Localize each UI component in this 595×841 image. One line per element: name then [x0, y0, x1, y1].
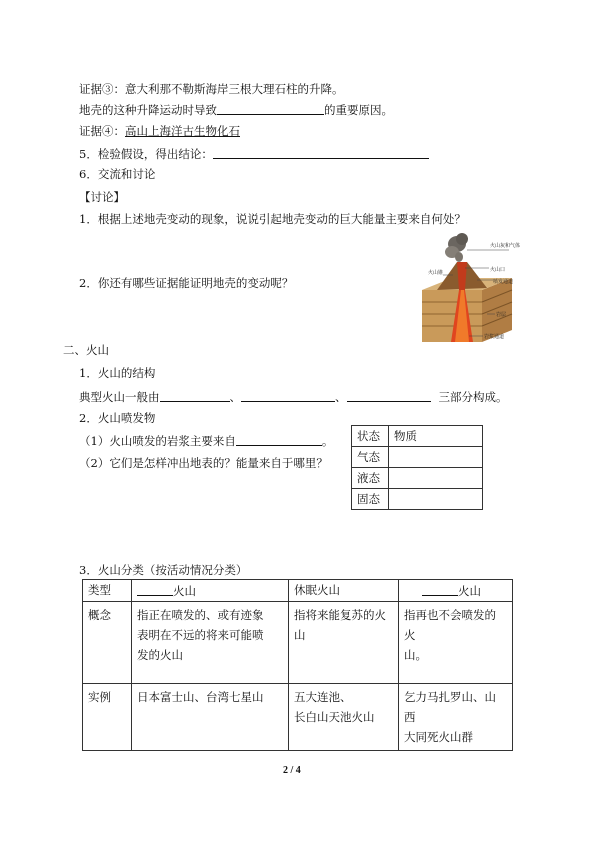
state-row-gas — [352, 447, 483, 468]
structure-sep-1: 、 — [229, 390, 241, 404]
label-gas: 火山灰和气体 — [490, 243, 521, 249]
extinct-type-blank[interactable] — [422, 583, 458, 596]
crust-movement-blank[interactable] — [217, 102, 324, 115]
magma-text-a: （1）火山喷发的岩浆主要来自 — [79, 434, 236, 448]
question-1: 1．根据上述地壳变动的现象，说说引起地壳变动的巨大能量主要来自何处？ — [79, 212, 466, 226]
volcano-structure-line — [79, 389, 508, 404]
class-example-active: 日本富士山、台湾七星山 — [132, 684, 289, 751]
state-header-state: 状态 — [352, 426, 389, 447]
structure-blank-2[interactable] — [241, 389, 335, 402]
volcano-classification-heading: 3．火山分类（按活动情况分类） — [79, 563, 248, 577]
state-gas: 气态 — [352, 447, 389, 468]
magma-source-blank[interactable] — [236, 433, 322, 446]
class-concept-extinct: 指再也不会喷发的火 山。 — [399, 602, 513, 684]
magma-question: （2）它们是怎样冲出地表的？能量来自于哪里？ — [79, 456, 328, 470]
structure-blank-1[interactable] — [160, 389, 230, 402]
class-header-extinct: 火山 — [399, 580, 513, 602]
section-2-heading: 二、火山 — [63, 343, 109, 357]
label-rock: 岩层 — [496, 312, 507, 318]
volcano-structure-heading: 1．火山的结构 — [79, 366, 156, 380]
state-header-substance: 物质 — [389, 426, 483, 447]
class-row-examples — [83, 684, 513, 751]
step-5 — [79, 146, 429, 161]
question-2: 2．你还有哪些证据能证明地壳的变动呢？ — [79, 276, 294, 290]
state-solid: 固态 — [352, 489, 389, 510]
structure-text-a: 典型火山一般由 — [79, 390, 160, 404]
state-table-header — [352, 426, 483, 447]
magma-text-b: 。 — [321, 434, 334, 448]
discussion-title: 【讨论】 — [79, 190, 125, 204]
class-example-extinct: 乞力马扎罗山、山西 大同死火山群 — [399, 684, 513, 751]
volcano-illustration — [417, 230, 521, 348]
evidence-4 — [79, 124, 240, 138]
label-cone: 火山锥 — [428, 270, 444, 276]
step-6: 6．交流和讨论 — [79, 167, 156, 181]
eruption-products-heading: 2．火山喷发物 — [79, 411, 156, 425]
label-crater: 火山口 — [490, 267, 506, 273]
evidence-3: 证据③：意大利那不勒斯海岸三根大理石柱的升降。 — [79, 82, 344, 96]
evidence-4-text: 高山上海洋古生物化石 — [125, 124, 240, 138]
evidence-4-label: 证据④： — [79, 124, 125, 138]
structure-sep-2: 、 — [335, 390, 347, 404]
crust-movement-line — [79, 102, 393, 117]
label-magma: 岩浆通道 — [484, 334, 505, 340]
structure-text-b: 三部分构成。 — [438, 390, 508, 404]
class-header-dormant: 休眠火山 — [289, 580, 399, 602]
state-solid-answer[interactable] — [389, 489, 483, 510]
page-number: 2 / 4 — [283, 765, 301, 776]
class-table-header — [83, 580, 513, 602]
state-row-liquid — [352, 468, 483, 489]
class-row-concept — [83, 602, 513, 684]
active-type-blank[interactable] — [137, 583, 173, 596]
class-example-label: 实例 — [83, 684, 132, 751]
conclusion-blank[interactable] — [213, 146, 429, 159]
step-5-text: 5．检验假设，得出结论： — [79, 147, 213, 161]
classification-table — [82, 579, 513, 751]
crust-movement-text-b: 的重要原因。 — [324, 103, 393, 117]
magma-source-line — [79, 433, 333, 448]
class-concept-label: 概念 — [83, 602, 132, 684]
label-vent: 喷发通道 — [493, 279, 514, 285]
class-concept-dormant: 指将来能复苏的火 山 — [289, 602, 399, 684]
state-liquid: 液态 — [352, 468, 389, 489]
crust-movement-text-a: 地壳的这种升降运动时导致 — [79, 103, 217, 117]
class-concept-active: 指正在喷发的、或有迹象 表明在不远的将来可能喷 发的火山 — [132, 602, 289, 684]
state-row-solid — [352, 489, 483, 510]
structure-blank-3[interactable] — [347, 389, 431, 402]
class-header-active: 火山 — [132, 580, 289, 602]
class-example-dormant: 五大连池、 长白山天池火山 — [289, 684, 399, 751]
state-liquid-answer[interactable] — [389, 468, 483, 489]
state-gas-answer[interactable] — [389, 447, 483, 468]
volcano-cross-section-figure — [417, 230, 521, 348]
state-table — [351, 425, 483, 510]
class-header-type: 类型 — [83, 580, 132, 602]
